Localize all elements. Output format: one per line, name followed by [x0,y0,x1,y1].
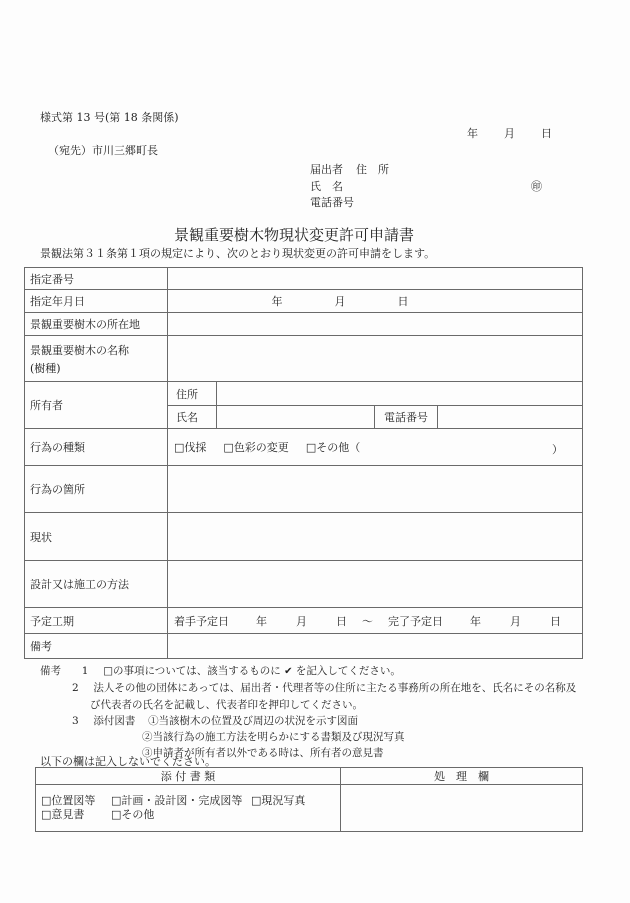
applicant-phone-label: 電話番号 [310,196,354,209]
designation-number-label: 指定番号 [25,268,168,290]
action-location-field[interactable] [168,466,583,513]
tree-location-label: 景観重要樹木の所在地 [25,313,168,336]
date-year-label: 年 [467,127,478,140]
row-tree-location [25,313,583,336]
date-month-label: 月 [504,127,515,140]
method-field[interactable] [168,561,583,608]
checkmark-icon: ✔ [284,666,293,677]
row-designation-number [25,268,583,290]
attachments-list [36,785,341,832]
note-3-number: 3 [72,714,79,727]
note-3-doc-1: ①当該樹木の位置及び周辺の状況を示す図面 [148,714,359,727]
action-type-options [168,429,583,466]
tree-location-field[interactable] [168,313,583,336]
seal-mark: ㊞ [531,180,542,193]
do-not-fill-notice: 以下の欄は記入しないでください。 [40,755,216,768]
note-1 [40,663,576,680]
row-owner-address [25,382,583,406]
schedule-label: 予定工期 [25,608,168,634]
designation-date-field[interactable] [168,290,583,313]
owner-phone-field[interactable] [438,406,583,429]
addressee: （宛先）市川三郷町長 [48,144,158,157]
start-year-label: 年 [256,614,267,628]
row-schedule [25,608,583,634]
notes-section [40,663,576,762]
checkbox-felling[interactable]: □伐採 [174,441,207,454]
action-type-label: 行為の種類 [25,429,168,466]
row-current-state [25,513,583,561]
checkbox-other-label: その他（ [316,441,361,454]
row-designation-date [25,290,583,313]
note-1-text-after: を記入してください。 [295,665,401,677]
owner-name-label: 氏名 [168,406,217,429]
end-day-label: 日 [550,614,561,628]
schedule-field[interactable] [168,608,583,634]
end-month-label: 月 [510,614,521,628]
owner-phone-label: 電話番号 [375,406,438,429]
method-label: 設計又は施工の方法 [25,561,168,608]
note-1-text: □の事項については、該当するものに [103,665,281,677]
current-state-label: 現状 [25,513,168,561]
note-2-line2: び代表者の氏名を記載し、代表者印を押印してください。 [90,698,363,711]
start-date-label: 着手予定日 [174,614,229,628]
attachment-plan-drawings: □計画・設計図・完成図等 [111,794,243,807]
attachment-photos: □現況写真 [251,794,306,807]
note-1-number: 1 [81,665,89,677]
note-2-number: 2 [72,682,79,695]
row-remarks [25,634,583,659]
other-close-paren: ） [552,443,563,456]
row-tree-name [25,336,583,382]
tree-species-label: (樹種) [30,361,61,375]
note-3-label: 添付図書 [93,714,136,727]
end-year-label: 年 [470,614,481,628]
notes-heading: 備考 [40,665,61,677]
tree-name-label-cell [25,336,168,382]
note-3 [40,713,576,729]
applicant-name-label: 氏 名 [310,180,343,193]
designation-year-label: 年 [271,295,283,308]
office-use-header-row [36,768,583,785]
attachments-header: 添 付 書 類 [36,768,341,785]
office-use-table [35,767,583,832]
processing-header: 処 理 欄 [341,768,583,785]
attachment-location-map: □位置図等 [41,794,96,807]
current-state-field[interactable] [168,513,583,561]
designation-day-label: 日 [397,295,409,308]
applicant-label: 届出者 [310,163,343,176]
office-use-body-row [36,785,583,832]
owner-address-field[interactable] [217,382,583,406]
processing-field [341,785,583,832]
checkbox-color-change-label: 色彩の変更 [233,441,289,454]
designation-date-label: 指定年月日 [25,290,168,313]
row-method [25,561,583,608]
attachment-other: □その他 [111,808,155,821]
attachment-opinion: □意見書 [41,808,85,821]
application-form-table [24,267,583,659]
tree-name-label: 景観重要樹木の名称 [30,343,129,357]
intro-text: 景観法第３１条第１項の規定により、次のとおり現状変更の許可申請をします。 [40,247,436,260]
action-location-label: 行為の箇所 [25,466,168,513]
owner-name-field[interactable] [217,406,375,429]
owner-address-label: 住所 [168,382,217,406]
applicant-address-label: 住 所 [356,163,389,176]
remarks-field[interactable] [168,634,583,659]
tilde: ～ [362,614,373,628]
start-month-label: 月 [296,614,307,628]
note-2 [40,680,576,696]
page-title: 景観重要樹木物現状変更許可申請書 [174,226,415,244]
checkbox-other[interactable]: □その他（ [305,441,361,454]
checkbox-color-change[interactable]: □色彩の変更 [223,441,289,454]
row-action-type [25,429,583,466]
note-3-doc-2: ②当該行為の施工方法を明らかにする書類及び現況写真 [142,731,405,744]
end-date-label: 完了予定日 [388,614,443,628]
remarks-label: 備考 [25,634,168,659]
tree-name-field[interactable] [168,336,583,382]
form-number: 様式第 13 号(第 18 条関係) [40,111,179,124]
start-day-label: 日 [336,614,347,628]
designation-month-label: 月 [334,295,346,308]
date-day-label: 日 [541,127,552,140]
owner-label: 所有者 [25,382,168,429]
row-action-location [25,466,583,513]
note-3-doc-3: ③申請者が所有者以外である時は、所有者の意見書 [142,747,384,760]
designation-number-field[interactable] [168,268,583,290]
note-2-line1: 法人その他の団体にあっては、届出者・代理者等の住所に主たる事務所の所在地を、氏名にその名称及 [93,682,577,695]
checkbox-felling-label: 伐採 [184,441,207,454]
